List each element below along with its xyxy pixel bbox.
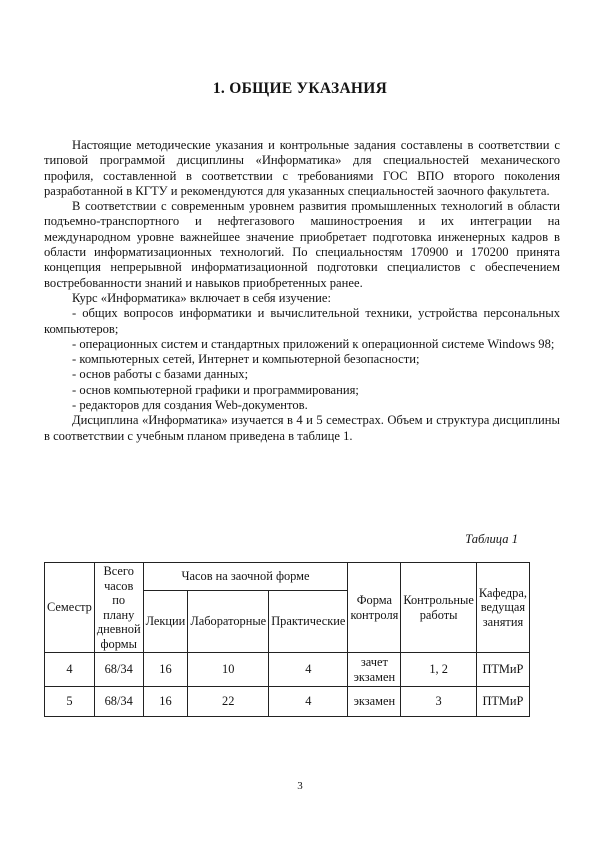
cell-control-form: зачет экзамен (348, 653, 401, 687)
list-item: - общих вопросов информатики и вычислительной техники, устройства персональных компьютеров; (44, 306, 560, 336)
cell-semester: 5 (45, 687, 95, 717)
body-text (44, 138, 560, 444)
list-item: - основ компьютерной графики и программирования; (72, 382, 359, 397)
paragraph: Настоящие методические указания и контрольные задания составлены в соответствии с типовой программой дисциплины «Информатика» для специальностей механического профиля, составленной в соответствии с требованиями ГОС ВПО второго поколения разработанной в КГТУ и рекомендуются для указанных специальностей заочного факультета. (44, 138, 560, 198)
table-caption: Таблица 1 (465, 532, 518, 546)
curriculum-table (44, 562, 530, 717)
cell-labs: 22 (188, 687, 269, 717)
list-item: - компьютерных сетей, Интернет и компьютерной безопасности; (72, 352, 420, 367)
cell-control-form: экзамен (348, 687, 401, 717)
list-item: - основ работы с базами данных; (72, 367, 249, 382)
header-control-form: Форма контроля (348, 563, 401, 653)
paragraph: В соответствии с современным уровнем развития промышленных технологий в области подъемно-транспортного и нефтегазового машиностроения и их интеграции на международном уровне важнейшее значение приобретает подготовка инженерных кадров в области информатизационных технологий. По специальностям 170900 и 170200 принята концепция непрерывной информатизационной подготовки специалистов с обеспечением востребованности знаний и навыков приобретенных ранее. (44, 199, 560, 290)
cell-labs: 10 (188, 653, 269, 687)
header-practice: Практические (269, 591, 348, 653)
header-extramural-hours: Часов на заочной форме (143, 563, 348, 591)
cell-total-hours: 68/34 (94, 687, 143, 717)
section-heading: 1. ОБЩИЕ УКАЗАНИЯ (212, 80, 388, 97)
cell-lectures: 16 (143, 653, 188, 687)
cell-department: ПТМиР (476, 653, 529, 687)
paragraph: Дисциплина «Информатика» изучается в 4 и 5 семестрах. Объем и структура дисциплины в соответствии с учебным планом приведена в таблице 1. (44, 413, 560, 443)
paragraph: Курс «Информатика» включает в себя изучение: (72, 290, 331, 305)
cell-department: ПТМиР (476, 687, 529, 717)
header-control-works: Контрольные работы (401, 563, 477, 653)
header-total-hours: Всего часов по плану дневной формы (94, 563, 143, 653)
table-header-row (45, 563, 530, 591)
cell-control-works: 3 (401, 687, 477, 717)
cell-semester: 4 (45, 653, 95, 687)
header-labs: Лабораторные (188, 591, 269, 653)
table-row (45, 687, 530, 717)
header-semester: Семестр (45, 563, 95, 653)
page-number: 3 (297, 780, 303, 792)
cell-total-hours: 68/34 (94, 653, 143, 687)
cell-practice: 4 (269, 653, 348, 687)
cell-lectures: 16 (143, 687, 188, 717)
header-lectures: Лекции (143, 591, 188, 653)
list-item: - операционных систем и стандартных приложений к операционной системе Windows 98; (72, 336, 555, 351)
list-item: - редакторов для создания Web-документов. (72, 398, 308, 413)
cell-practice: 4 (269, 687, 348, 717)
cell-control-works: 1, 2 (401, 653, 477, 687)
table-row (45, 653, 530, 687)
header-department: Кафедра, ведущая занятия (476, 563, 529, 653)
